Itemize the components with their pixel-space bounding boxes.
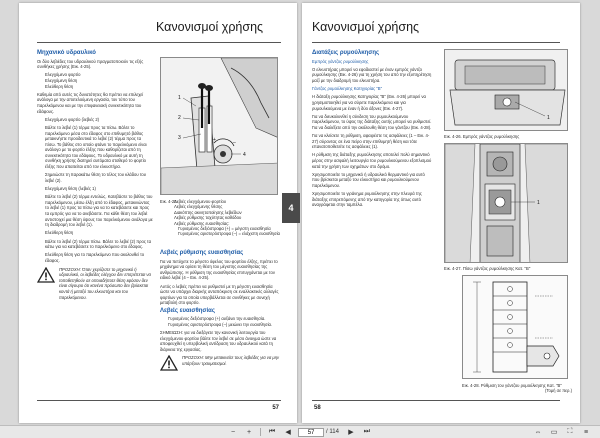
page-57 [19,3,297,423]
paragraph: Χρησιμοποιείτε το γιράνημα ρυμούλκησης στην πλευρά της διάταξης επιτρεπόμενης από την κατηγορία της όπως αυτό αναγράφεται στην ταμπέλα. [312,191,422,208]
section-heading: Διατάξεις ρυμούλκησης [312,50,380,56]
viewer-toolbar [0,425,600,438]
caption-item: Λεβιές ρύθμισης ταχύτητας καθόδου [174,215,242,221]
paragraph: Αυτός ο λεβιές πρέπει να ρυθμιστεί με τη μέγιστη ευαισθησία ώστε να υπάρχει διαρκής ανταπόκριση σε εναλλακτικές αλλαγές φορτίων για τα οποία υπερβάλλεται σε συνθήκες με συνεχή μεταβολή στο φορτίο. [160,283,279,306]
page-58 [302,3,580,423]
figure-caption: Εικ. 4-26. Εμπρός γάντζος ρυμούλκησης [444,134,520,139]
figure-caption: Εικ. 4-27. Πίσω γάντζος ρυμούλκησης Κατ. "Β" [444,266,531,271]
page-nav-group [264,427,375,437]
caption-line: (Τομή σε περ.) [544,388,572,394]
svg-text:1: 1 [178,95,181,101]
paragraph: Χρησιμοποιείτε το μηχανικό ή υδραυλικό θερμαντικό για αυτό που βρίσκεται μεταξύ του ελκυστήρα και ρυμουλκούμενου παρελκόμενου. [312,171,425,189]
caption-item: Λεβιές ελεγχόμενου φορτίου [174,199,227,205]
subheading: Γάντζος ρυμούλκησης Κατηγορίας "Β" [312,86,383,92]
figure-caption [160,199,280,237]
zoom-out-icon[interactable]: − [231,428,236,436]
left-column [37,49,153,303]
paragraph: Η διάταξη ρυμούλκησης Κατηγορίας "Β" (Εικ. 4-26) μπορεί να χρησιμοποιηθεί για να σύρετε παρελκόμενα και για ρυμουλκούμενα με έναν ή δύο άξονες (Εικ. 4-27). [312,94,426,111]
caption-item: Γυρισμένος αριστερόστροφα (–) = ελάχιστη ευαισθησία [178,231,280,237]
paragraph: Η ρύθμιση της διάταξης ρυμούλκησης αποτελεί πολύ σημαντικό μέρος στην ασφαλή λειτουργία του ρυμουλκούμενου εξοπλισμού κατά την χρήση των οχημάτων στο δρόμο. [312,152,432,169]
figure-4-25 [160,57,278,195]
caption-item: Γυρισμένος δεξιόστροφα (+) = μέγιστη ευαισθησία [178,226,271,232]
fullscreen-icon[interactable]: ⛶ [567,428,573,435]
paragraph: Βάλτε το λεβιέ (2) τέρμα πίσω. Βάλτε το λεβιέ (2) προς τα κάτω για να κατεβάσετε το παρελκόμενο στο έδαφος. [45,238,152,250]
paragraph: Για να πετύχετε το μέγιστο όφελος του φορτίου έλξης, πρέπει το μηχάνημα να ορίσει τη θέση του μέγιστης ευαισθησίας της ανθρώπισης. Η ρύθμιση της ευαισθησίας επιτυγχάνεται με τον ειδικό λεβιέ (4 – Εικ. 4-25). [160,258,278,281]
figure-4-27 [444,143,568,263]
rear-hitch-illustration [445,144,568,263]
warning-block [160,355,280,371]
view-group [530,427,594,437]
zoom-in-icon[interactable]: + [247,428,252,436]
mode-item: Ελεύθερη θέση [45,83,74,89]
svg-text:1: 1 [537,200,540,206]
footer-rule [312,400,560,401]
paragraph: Για να διευκολυνθεί η σύνδεση του ρυμουλκούμενου παρελκόμενου, το ύψος της διάταξης αυτής μπορεί να ρυθμιστεί. Για να διαλέξετε από την ακόλουθη θέση του γάντζου (Εικ. 4-28). [312,113,432,130]
figure-caption [462,383,572,394]
figure-4-28 [462,275,568,379]
paragraph: Ο ελκυστήρας μπορεί να εφοδιαστεί με έναν εμπρός γάντζο ρυμούλκησης (Εικ. 4-26) για τη χρήση του από την εξυπηρέτηση μαζί με την διαδρομή του ελκυστήρα. [312,66,432,83]
footer-rule [37,400,281,401]
section-heading: Λεβιές ρύθμισης ευαισθησίας [160,250,244,256]
next-page-icon[interactable]: ▶ [348,429,354,436]
first-page-icon[interactable]: ⏮ [268,428,276,435]
svg-text:3: 3 [178,135,181,141]
svg-text:4: 4 [243,152,246,158]
fit-width-icon[interactable]: ⇔ [534,428,542,436]
last-page-icon[interactable]: ⏭ [363,428,371,435]
hydraulic-levers-illustration [161,58,278,195]
caption-item: Λεβιές ρύθμισης ευαισθησίας: [174,220,230,226]
subheading: Εμπρός γάντζος ρυμούλκησης [312,58,369,64]
title-rule [312,42,560,43]
page-number: 58 [314,405,321,411]
subheading: Ελεγχόμενο φορτίο (λεβιές 2) [45,116,100,122]
section-heading: Μηχανικό υδραυλικό [37,50,96,56]
list-item: Γυρισμένος δεξιόστροφα (+) αυξάνει την ευαισθησία. [168,316,266,322]
page-title: Κανονισμοί χρήσης [156,20,264,34]
warning-text: ΠΡΟΣΟΧΗ: Όταν χειρίζεστε το μηχανικό ή υδραυλικό, οι λεβιέδες ελέγχου δεν επιτρέπεται να τοποθετηθούν σε οποιαδήποτε θέση εφόσον δεν είναι σίγουρο ότι κανένα πρόσωπο δεν βρίσκεται κοντά ή μεταξύ του ελκυστήρα και του παρελκόμενου. [59,266,151,300]
paragraph: Ελεύθερη θέση για το παρελκόμενο που ακολουθεί το έδαφος. [45,252,145,263]
warning-icon [37,267,55,283]
section-heading: Λεβιές ευαισθησίας [160,307,215,314]
fit-page-icon[interactable]: ▭ [550,429,558,436]
divider [260,428,261,436]
caption-label: Εικ. 4-25. [160,199,178,204]
page-title: Κανονισμοί χρήσης [312,20,420,34]
mode-item: Ελεγχόμενο φορτίο [45,72,81,78]
paragraph: Οι δύο λεβιέδες του υδραυλικού πραγματοποιούν τις εξής συνθήκες χρήσης (Εικ. 4-25). [37,58,144,70]
right-column [160,249,280,374]
paragraph: Για να κλείσετε τη ρύθμιση, αφαιρέστε τις ασφάλειες (1 – Εικ. 4-27) σύροντας σε ένα πείρο στην επιθυμητή θέση και τότε επανατοποθετείτε τις ασφάλειες (1). [312,133,430,150]
subheading: Ελεύθερη θέση [45,230,74,236]
warning-text: ΠΡΟΣΟΧΗ: Μην μετακινείτε τους λεβιέδες για να μην υπάρξουν τραυματισμοί. [182,355,280,366]
svg-text:1: 1 [547,115,550,121]
paragraph: Βάλτε το λεβιέ (1) τέρμα προς τα πίσω. Βάλτε το παρελκόμενο μέσα στο έδαφος στο επιθυμητό βάθος μετακινήστε προοδευτικά το λεβιέ (2) τέρμα προς τα πίσω. Το βάθος στο οποίο φτάνει το παρελκόμενο είναι ανάλογο με το φορτίο έλξης που καθορίζεται από τη συνεκτικότητα του εδάφους. Το υδραυλικό με αυτή τη συνθήκη χρήσης διατηρεί αυτόματα σταθερό το φορτίο έλξης που απαιτείται από τον ελκυστήρα. [45,124,147,170]
left-column [312,49,432,211]
note: ΣΗΜΕΙΩΣΗ: για να διεξάγετε την κανονική λειτουργία του ελεγχόμενου φορτίου βάλτε τον λεβιέ σε μέσο άνοιγμα ώστε να αποφευχθεί η υπερβολική αντίδραση του υδραυλικού κατά τη διάρκεια της εργασίας. [160,329,277,352]
warning-icon [160,355,178,371]
subheading: Ελεγχόμενη θέση (λεβιές 1) [45,186,96,192]
hitch-adjustment-diagram [463,276,568,379]
title-rule [37,42,281,43]
page-total: / 114 [326,429,339,435]
paragraph: Καθεμία από αυτές τις δυνατότητες θα πρέπει να επιλεχεί ανάλογα με την αποτελούμενη εργασία, τον τύπο του παρελκόμενου και με την επιφανειακή συνεκτικότητα του εδάφους. [37,91,144,114]
front-hitch-illustration [445,50,568,131]
svg-text:+: + [213,137,216,143]
menu-icon[interactable]: ≡ [583,428,589,436]
figure-4-26 [444,49,568,131]
svg-text:–: – [233,140,236,146]
zoom-group [225,427,257,437]
svg-text:2: 2 [178,115,181,121]
warning-block [37,267,153,301]
caption-item: Διακόπτης ακινητοποίησης λεβιέδων [174,209,242,215]
chapter-tab: 4 [282,193,300,223]
caption-line: Εικ. 4-28. Ρύθμιση του γάντζου ρυμούλκησης Κατ. "Β" [462,383,562,388]
prev-page-icon[interactable]: ◀ [285,429,291,436]
paragraph: Σημειώστε τη παρακάτω θέση το τέλος του κλάδου του λεβιέ (2). [45,172,147,183]
page-number-input[interactable]: 57 [298,428,324,437]
mode-item: Ελεγχόμενη θέση [45,77,78,83]
caption-item: Λεβιές ελεγχόμενης θέσης [174,204,223,210]
page-number: 57 [272,405,279,411]
list-item: Γυρισμένος αριστερόστροφα (–) μειώνει την ευαισθησία. [168,321,273,327]
paragraph: Βάλτε το λεβιέ (2) τέρμα εντελώς. Κατεβάστε το βάθος του παρελκόμενου, μέσω έλξη από το έδαφος, μετακινώντας το λεβιέ (1) προς τα πίσω για να το κατεβάσετε και προς τα εμπρός για να το ανεβάσετε. Για κάθε θέση του λεβιέ αντιστοιχεί μια θέση ύψους του παρελκόμενου ανάλογα με τη διαδρομή του λεβιέ (1). [45,194,153,228]
